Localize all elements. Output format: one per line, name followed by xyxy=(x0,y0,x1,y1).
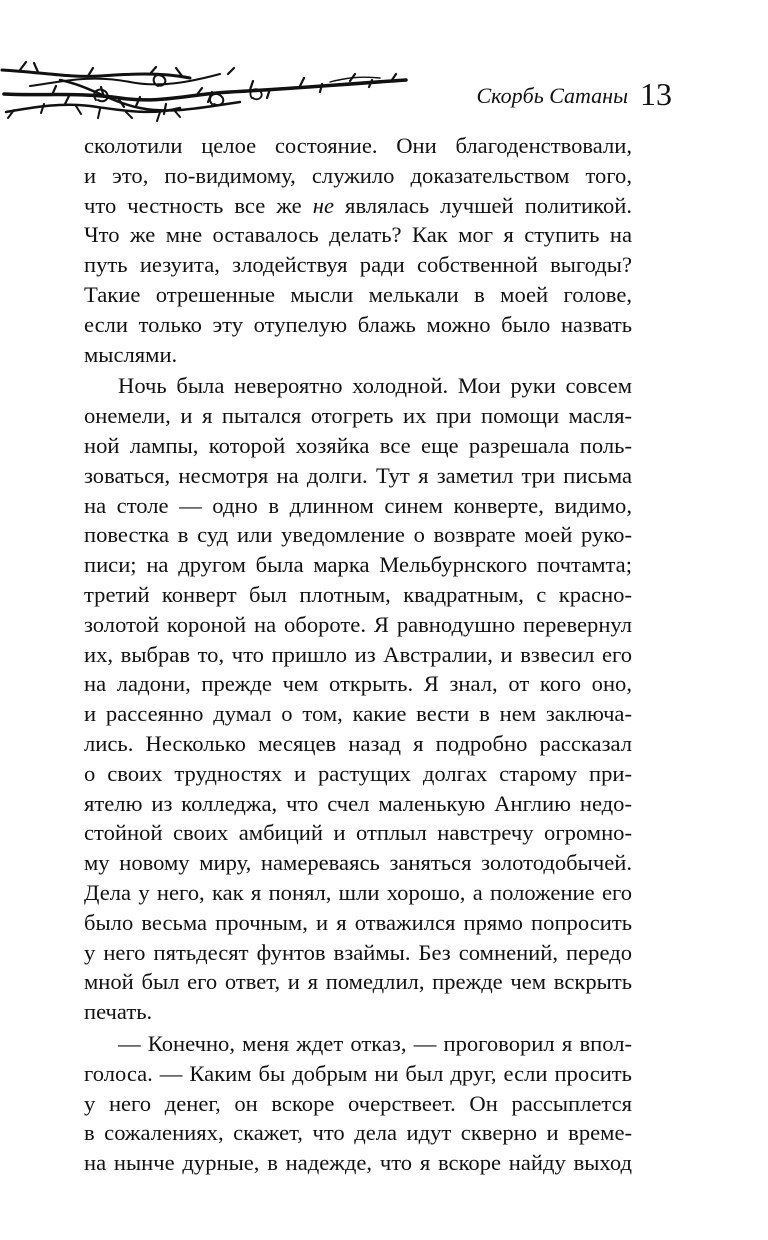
text-line: ной лампы, которой хозяйка все еще разрешала поль- xyxy=(84,432,632,458)
text-line xyxy=(84,191,632,221)
text-line: му новому миру, намереваясь заняться золотодобычей. xyxy=(84,850,632,876)
text-line: онемели, и я пытался отогреть их при помощи масля- xyxy=(84,403,632,429)
text-fragment: что честность все же xyxy=(84,192,313,218)
text-line: и рассеянно думал о том, какие вести в нем заключа- xyxy=(84,701,632,727)
text-line: ятелю из колледжа, что счел маленькую Англию недо- xyxy=(84,790,632,816)
text-line: у него пятьдесят фунтов взаймы. Без сомнений, передо xyxy=(84,939,632,965)
text-line: мной был его ответ, и я помедлил, прежде чем вскрыть xyxy=(84,969,632,995)
text-line: и это, по-видимому, служило доказательством того, xyxy=(84,162,632,188)
text-line: повестка в суд или уведомление о возврате моей руко- xyxy=(84,522,632,548)
text-line: стойной своих амбиций и отплыл навстречу огромно- xyxy=(84,820,632,846)
paragraph xyxy=(84,1029,632,1178)
paragraph xyxy=(84,131,632,369)
text-line: путь иезуита, злодействуя ради собственной выгоды? xyxy=(84,252,632,278)
text-fragment: являлась лучшей политикой. xyxy=(333,192,632,218)
paragraph xyxy=(84,371,632,1027)
text-line: писи; на другом была марка Мельбурнского почтамта; xyxy=(84,552,632,578)
text-line: голоса. — Каким бы добрым ни был друг, если просить xyxy=(84,1060,632,1086)
text-line: третий конверт был плотным, квадратным, с красно- xyxy=(84,581,632,607)
text-line: сколотили целое состояние. Они благоденствовали, xyxy=(84,133,632,158)
body-text xyxy=(84,131,632,1178)
text-line: Дела у него, как я понял, шли хорошо, а положение его xyxy=(84,879,632,905)
text-line: мыслями. xyxy=(84,341,178,367)
text-line: на нынче дурные, в надежде, что я вскоре найду выход xyxy=(84,1150,632,1176)
emphasized-word: не xyxy=(312,192,334,218)
text-line: о своих трудностях и растущих долгах старому при- xyxy=(84,760,632,786)
text-line: их, выбрав то, что пришло из Австралии, и взвесил его xyxy=(84,641,632,667)
text-line: на столе — одно в длинном синем конверте, видимо, xyxy=(84,492,632,518)
text-line: золотой короной на обороте. Я равнодушно перевернул xyxy=(84,611,632,637)
text-line: на ладони, прежде чем открыть. Я знал, от кого оно, xyxy=(84,671,632,697)
page-number: 13 xyxy=(640,76,672,112)
text-line: печать. xyxy=(84,999,153,1025)
thorny-branch-ornament-icon xyxy=(0,52,410,128)
text-line: если только эту отупелую блажь можно было назвать xyxy=(84,311,632,337)
text-line: Ночь была невероятно холодной. Мои руки совсем xyxy=(118,373,632,399)
text-line: лись. Несколько месяцев назад я подробно рассказал xyxy=(84,730,632,756)
text-line: — Конечно, меня ждет отказ, — проговорил я впол- xyxy=(118,1030,632,1056)
text-line: Что же мне оставалось делать? Как мог я ступить на xyxy=(84,222,632,248)
text-line: в сожалениях, скажет, что дела идут скверно и време- xyxy=(84,1120,632,1146)
text-line: было весьма прочным, и я отважился прямо попросить xyxy=(84,909,632,935)
running-head-title: Скорбь Сатаны xyxy=(476,83,628,108)
text-line: зоваться, несмотря на долги. Тут я заметил три письма xyxy=(84,462,632,488)
text-line: Такие отрешенные мысли мелькали в моей голове, xyxy=(84,281,632,307)
text-line: у него денег, он вскоре очерствеет. Он рассыплется xyxy=(84,1090,632,1116)
